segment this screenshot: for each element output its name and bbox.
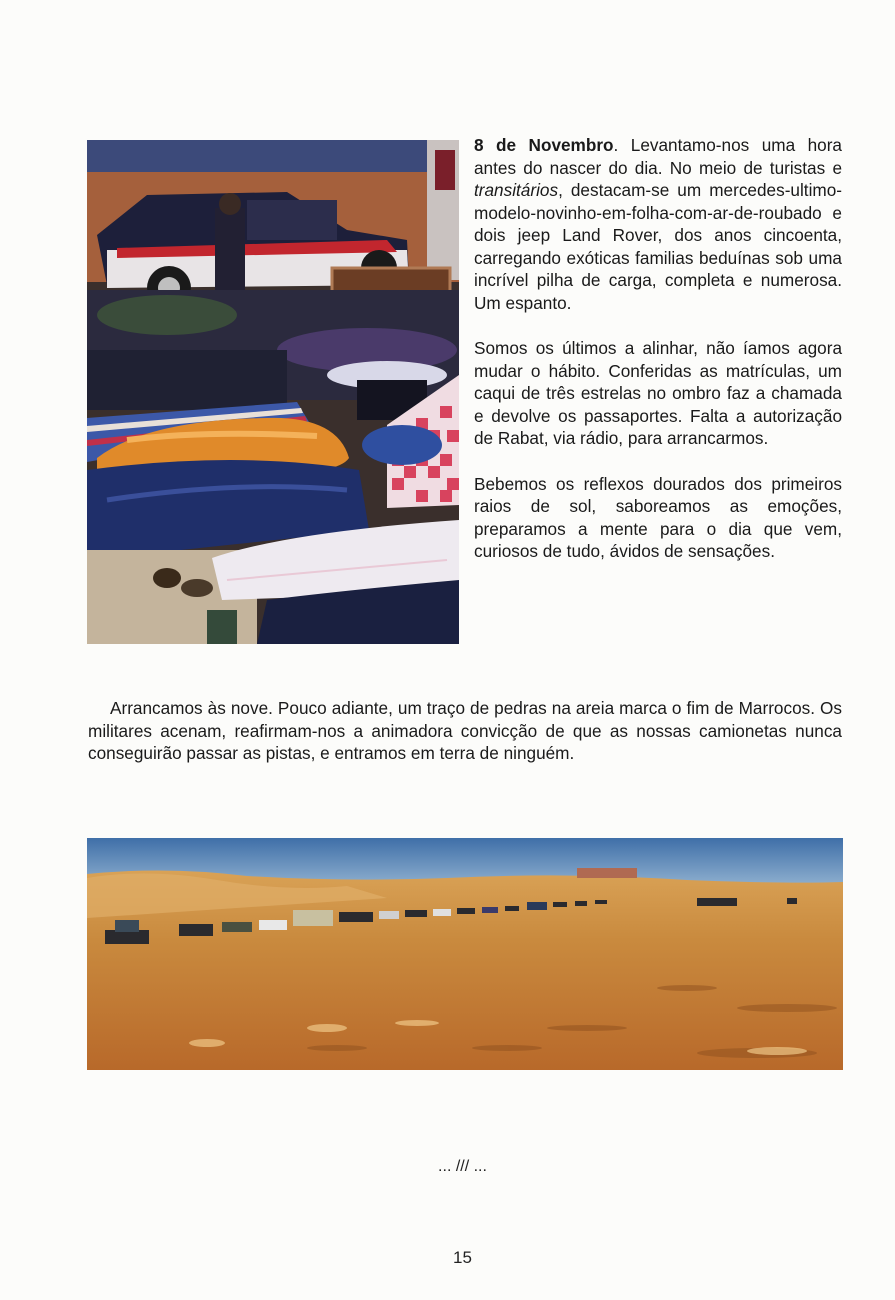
campsite-photo <box>87 140 459 644</box>
right-column-text <box>474 134 842 563</box>
full-width-paragraph <box>88 697 842 765</box>
paragraph-november-8 <box>474 134 842 314</box>
desert-convoy-photo-image <box>87 838 843 1070</box>
italic-term: transitários <box>474 180 559 200</box>
date-heading: 8 de Novembro <box>474 135 614 155</box>
paragraph-departure: Arrancamos às nove. Pouco adiante, um traço de pedras na areia marca o fim de Marrocos. Os militares acenam, reafirmam-nos a animadora convicção de que as nossas camionetas nunca conseguirão passar as pistas, e entramos em terra de ninguém. <box>88 698 842 763</box>
campsite-photo-image <box>87 140 459 644</box>
page-number: 15 <box>453 1248 472 1267</box>
paragraph-text: . Levantamo-nos uma hora antes do nascer do dia. No meio de turistas e <box>474 135 842 178</box>
paragraph-golden-reflections: Bebemos os reflexos dourados dos primeiros raios de sol, saboreamos as emoções, preparamos a mente para o dia que vem, curiosos de tudo, ávidos de sensações. <box>474 473 842 561</box>
section-separator: ... /// ... <box>438 1158 487 1175</box>
paragraph-text: , destacam-se um mercedes-ultimo-modelo-novinho-em-folha-com-ar-de-roubado e dois jeep Land Rover, dos anos cincoenta, carregando exóticas familias beduínas sob uma incrível pilha de carga, completa e numerosa. Um espanto. <box>474 180 842 313</box>
desert-convoy-photo <box>87 838 843 1070</box>
paragraph-last-to-line-up: Somos os últimos a alinhar, não íamos agora mudar o hábito. Conferidas as matrículas, um caqui de três estrelas no ombro faz a chamada e devolve os passaportes. Falta a autorização de Rabat, via rádio, para arrancarmos. <box>474 338 842 448</box>
